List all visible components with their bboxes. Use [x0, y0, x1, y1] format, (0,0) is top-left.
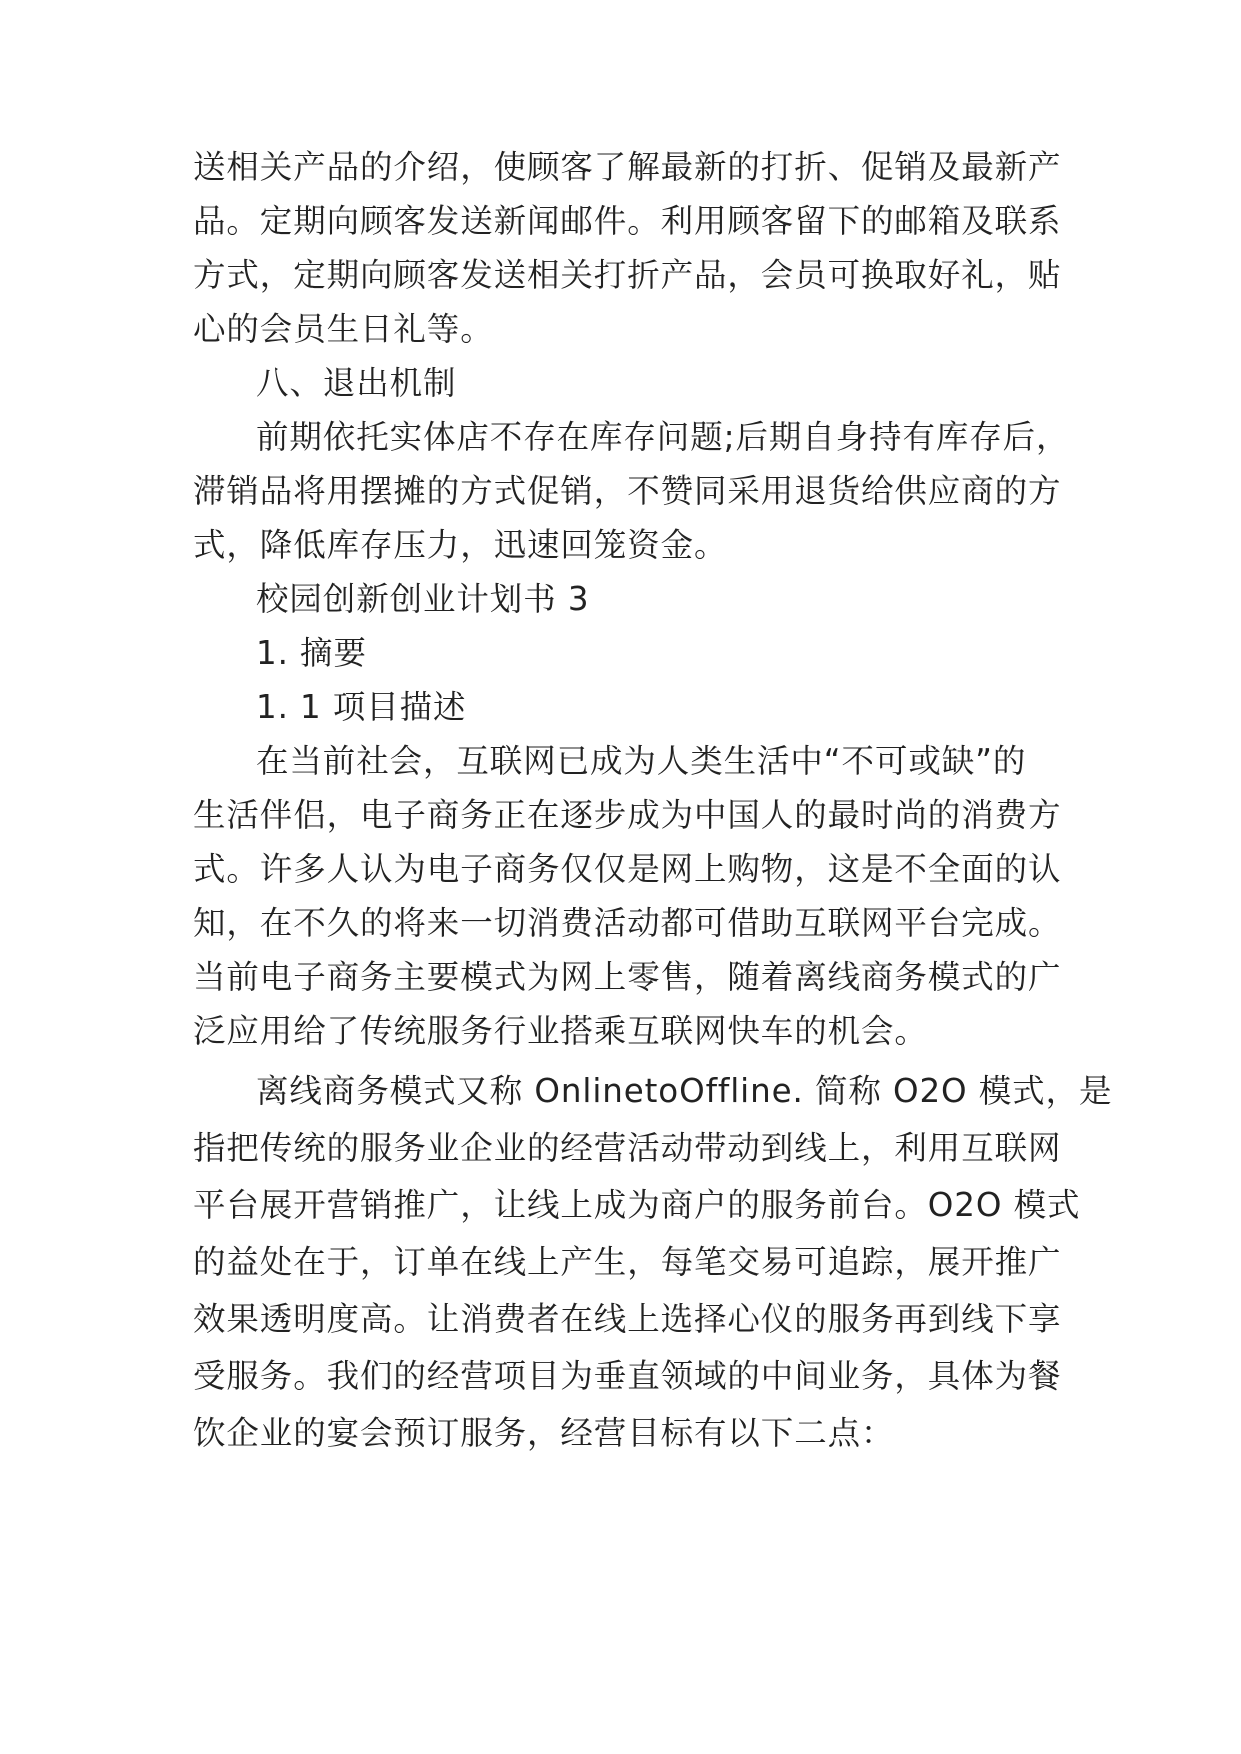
paragraph-line: 平台展开营销推广，让线上成为商户的服务前台。O2O 模式 — [193, 1186, 1081, 1224]
paragraph-line: 当前电子商务主要模式为网上零售，随着离线商务模式的广 — [193, 958, 1062, 996]
paragraph-line: 受服务。我们的经营项目为垂直领域的中间业务，具体为餐 — [193, 1357, 1062, 1395]
paragraph-line: 生活伴侣，电子商务正在逐步成为中国人的最时尚的消费方 — [193, 796, 1062, 834]
section-heading: 八、退出机制 — [256, 364, 457, 402]
paragraph-line: 指把传统的服务业企业的经营活动带动到线上，利用互联网 — [193, 1129, 1062, 1167]
paragraph-line: 式，降低库存压力，迅速回笼资金。 — [193, 526, 728, 564]
document-title: 校园创新创业计划书 3 — [256, 580, 590, 618]
paragraph-line: 前期依托实体店不存在库存问题;后期自身持有库存后， — [256, 418, 1070, 456]
paragraph-line: 方式，定期向顾客发送相关打折产品，会员可换取好礼，贴 — [193, 256, 1062, 294]
paragraph-line: 在当前社会，互联网已成为人类生活中“不可或缺”的 — [256, 742, 1027, 780]
paragraph-line: 饮企业的宴会预订服务，经营目标有以下二点： — [193, 1414, 895, 1452]
paragraph-line: 知，在不久的将来一切消费活动都可借助互联网平台完成。 — [193, 904, 1062, 942]
paragraph-line: 式。许多人认为电子商务仅仅是网上购物，这是不全面的认 — [193, 850, 1062, 888]
section-heading: 1. 摘要 — [256, 634, 367, 672]
paragraph-line: 效果透明度高。让消费者在线上选择心仪的服务再到线下享 — [193, 1300, 1062, 1338]
paragraph-line: 离线商务模式又称 OnlinetoOffline. 简称 O2O 模式，是 — [256, 1072, 1113, 1110]
paragraph-line: 品。定期向顾客发送新闻邮件。利用顾客留下的邮箱及联系 — [193, 202, 1062, 240]
paragraph-line: 滞销品将用摆摊的方式促销，不赞同采用退货给供应商的方 — [193, 472, 1062, 510]
subsection-heading: 1. 1 项目描述 — [256, 688, 467, 726]
paragraph-line: 心的会员生日礼等。 — [193, 310, 494, 348]
paragraph-line: 泛应用给了传统服务行业搭乘互联网快车的机会。 — [193, 1012, 928, 1050]
paragraph-line: 的益处在于，订单在线上产生，每笔交易可追踪，展开推广 — [193, 1243, 1062, 1281]
paragraph-line: 送相关产品的介绍，使顾客了解最新的打折、促销及最新产 — [193, 148, 1062, 186]
